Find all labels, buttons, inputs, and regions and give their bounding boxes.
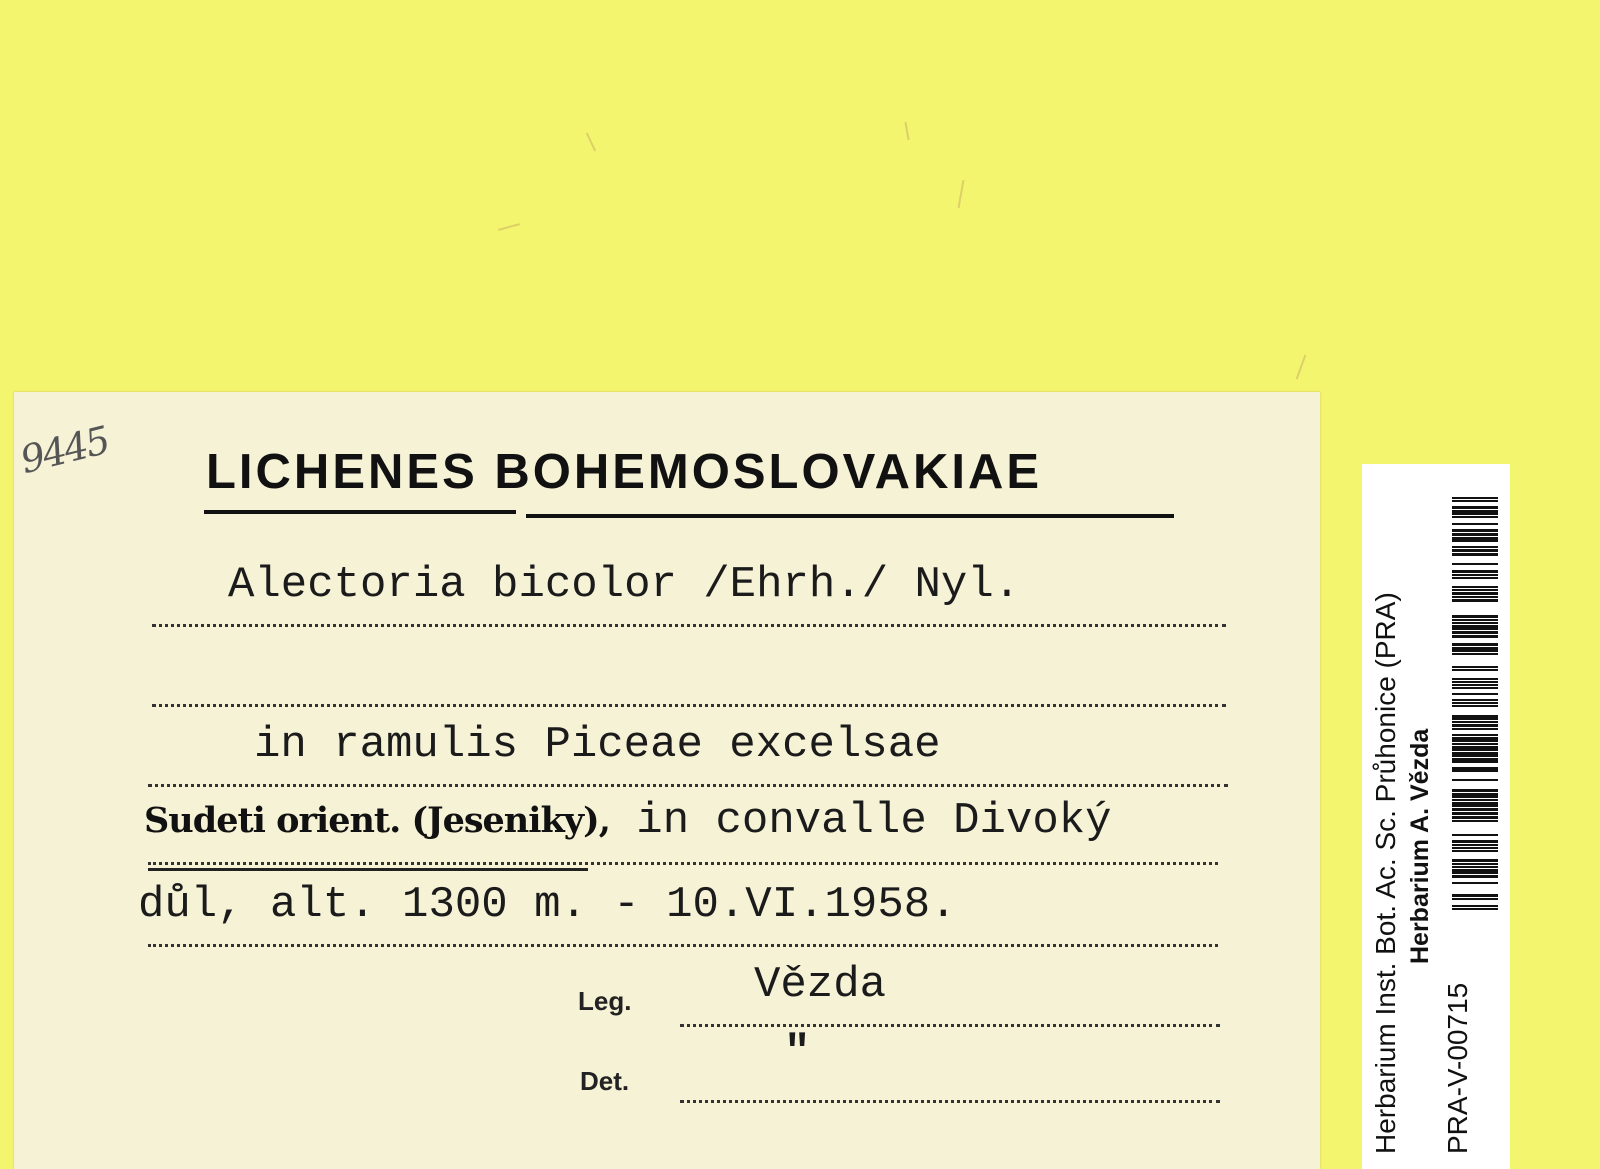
locality-line-2: důl, alt. 1300 m. - 10.VI.1958. xyxy=(138,880,957,930)
det-value: " xyxy=(784,1028,811,1078)
taxon-name: Alectoria bicolor /Ehrh./ Nyl. xyxy=(228,560,1021,610)
locality-printed: Sudeti orient. (Jeseniky), xyxy=(144,800,610,841)
paper-fleck xyxy=(904,122,909,140)
dotted-line xyxy=(148,944,1218,947)
dotted-line xyxy=(148,784,1228,787)
solid-rule xyxy=(148,868,588,871)
collection-text: Herbarium A. Vězda xyxy=(1406,728,1434,964)
paper-fleck xyxy=(498,223,520,231)
paper-fleck xyxy=(958,180,965,208)
dotted-line xyxy=(680,1100,1220,1103)
label-title: LICHENES BOHEMOSLOVAKIAE xyxy=(206,445,1043,499)
dotted-line xyxy=(152,624,1226,627)
det-label: Det. xyxy=(580,1066,630,1096)
specimen-label xyxy=(14,392,1320,1169)
habitat-text: in ramulis Piceae excelsae xyxy=(254,720,941,770)
specimen-id-text: PRA-V-00715 xyxy=(1442,982,1473,1154)
dotted-line xyxy=(680,1024,1220,1027)
locality-typed: in convalle Divoký xyxy=(609,796,1112,846)
locality-line-1 xyxy=(144,796,1112,846)
paper-fleck xyxy=(1296,354,1307,379)
paper-fleck xyxy=(586,133,596,152)
leg-value: Vězda xyxy=(754,960,887,1010)
herbarium-barcode-sticker xyxy=(1362,464,1510,1169)
title-underline xyxy=(526,514,1174,518)
title-underline xyxy=(204,510,516,514)
leg-label: Leg. xyxy=(578,986,632,1016)
barcode-icon xyxy=(1452,494,1498,914)
handwritten-note: 9445 xyxy=(15,417,113,483)
dotted-line xyxy=(152,704,1226,707)
dotted-line xyxy=(148,862,1218,865)
institution-text: Herbarium Inst. Bot. Ac. Sc. Průhonice (PRA) xyxy=(1370,592,1401,1154)
